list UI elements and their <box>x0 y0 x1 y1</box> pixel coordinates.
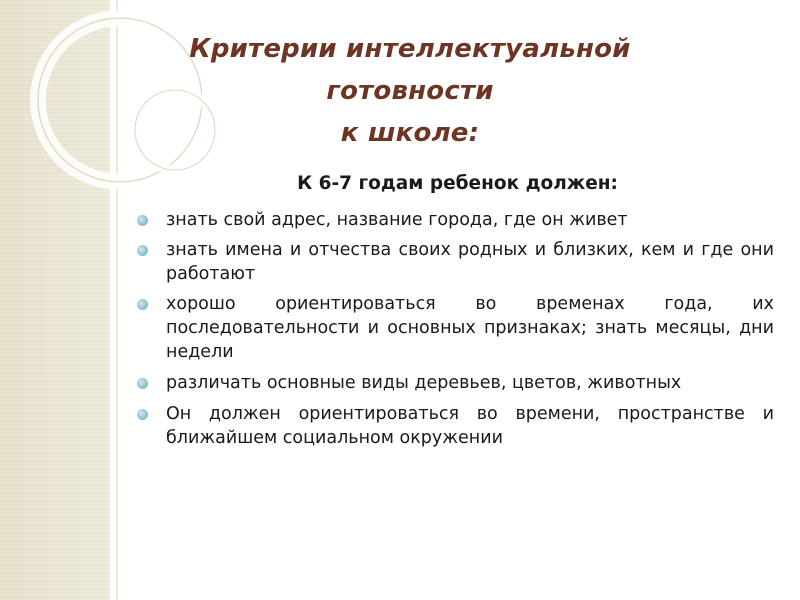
list-item-text: знать имена и отчества своих родных и близких, кем и где они работают <box>166 240 774 284</box>
bullet-icon <box>137 299 148 310</box>
list-item <box>132 371 774 395</box>
bullet-icon <box>137 409 148 420</box>
list-item-text: различать основные виды деревьев, цветов, животных <box>166 373 682 393</box>
bullet-icon <box>137 245 148 256</box>
criteria-list <box>132 208 774 457</box>
slide-title <box>150 28 670 154</box>
list-item <box>132 238 774 286</box>
bullet-icon <box>137 378 148 389</box>
list-item-text: Он должен ориентироваться во времени, пространстве и ближайшем социальном окружении <box>166 404 774 448</box>
list-item <box>132 292 774 364</box>
bullet-icon <box>137 215 148 226</box>
list-item <box>132 402 774 450</box>
title-line-1: Критерии интеллектуальной <box>189 34 631 64</box>
title-line-2: готовности <box>326 76 494 106</box>
list-item <box>132 208 774 232</box>
list-item-text: знать свой адрес, название города, где он живет <box>166 210 628 230</box>
list-item-text: хорошо ориентироваться во временах года, их последовательности и основных признаках; знать месяцы, дни недели <box>166 294 774 362</box>
title-line-3: к школе: <box>340 118 480 148</box>
subtitle: К 6-7 годам ребенок должен: <box>297 173 618 194</box>
